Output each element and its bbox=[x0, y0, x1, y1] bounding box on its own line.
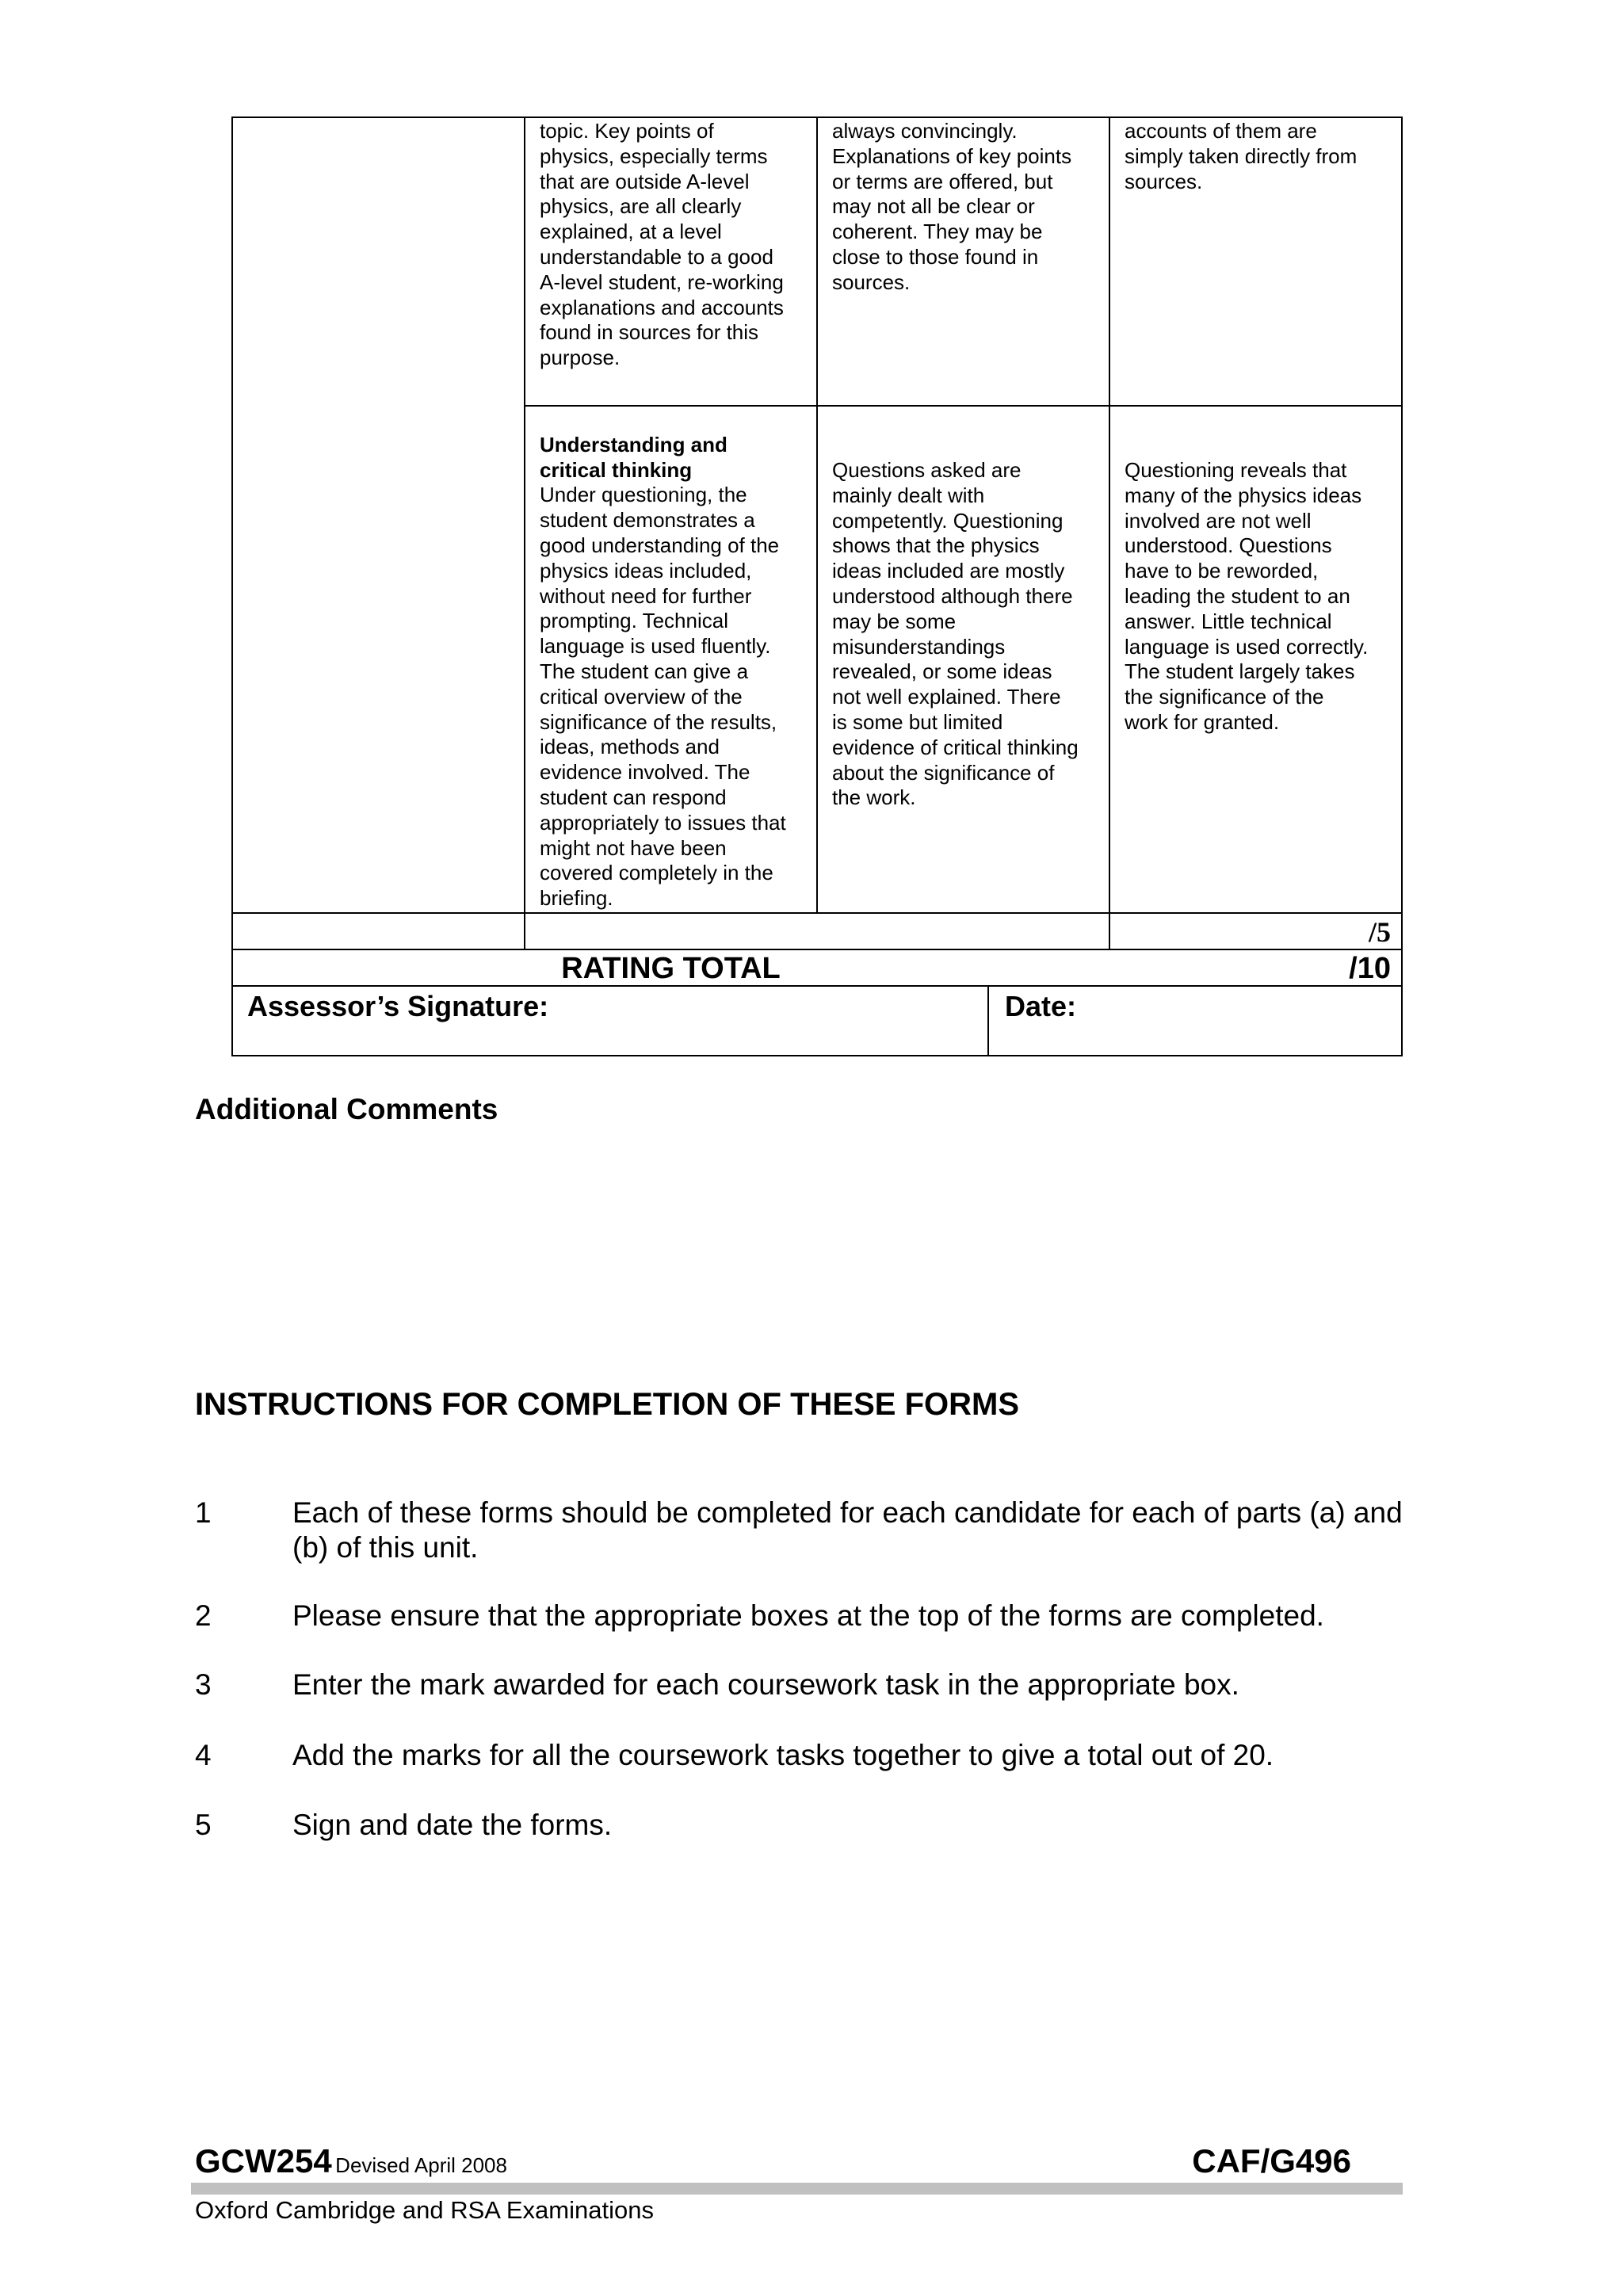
footer-form-code: GCW254 bbox=[195, 2142, 332, 2179]
footer-divider-bar bbox=[191, 2183, 1403, 2195]
row1-good-text: always convincingly. Explanations of key points or terms are offered, but may not all be clear or coherent. They may be close to those found in sources. bbox=[832, 119, 1072, 294]
column-divider-2 bbox=[816, 117, 818, 912]
instruction-text: Please ensure that the appropriate boxes at the top of the forms are completed. bbox=[292, 1599, 1324, 1632]
column-divider-1 bbox=[524, 117, 525, 950]
row1-excellent-text: topic. Key points of physics, especially terms that are outside A-level physics, are all clearly explained, at a level understandable to a good A-level student, re-working explanations and accounts found in sources for this purpose. bbox=[540, 119, 784, 370]
instruction-text: Add the marks for all the coursework tasks together to give a total out of 20. bbox=[292, 1739, 1274, 1771]
footer-organization: Oxford Cambridge and RSA Examinations bbox=[195, 2196, 654, 2224]
table-border-bottom bbox=[231, 1055, 1403, 1056]
instruction-number: 2 bbox=[195, 1599, 212, 1632]
footer-form-id: CAF/G496 bbox=[1192, 2142, 1351, 2179]
row2-good-text: Questions asked are mainly dealt with competently. Questioning shows that the physics ideas included are mostly understood although there may be some misunderstandings revealed, or some ideas not well explained. There is some but limited evidence of critical thinking about the significance of the work. bbox=[832, 458, 1079, 810]
rating-total-value: /10 bbox=[1349, 952, 1391, 985]
footer-code-block bbox=[195, 2141, 507, 2189]
instruction-number: 5 bbox=[195, 1809, 212, 1841]
score-out-of-5: /5 bbox=[1368, 916, 1391, 948]
date-label: Date: bbox=[1005, 990, 1077, 1022]
row2-weak-text: Questioning reveals that many of the physics ideas involved are not well understood. Questions have to be reworded, leading the student to an answer. Little technical language is used correctly. The student largely takes the significance of the work for granted. bbox=[1125, 458, 1369, 734]
row2-excellent-text: Under questioning, the student demonstrates a good understanding of the physics ideas included, without need for further prompting. Technical language is used fluently. The student can give a critical overview of the significance of the results, ideas, methods and evidence involved. The student can respond appropriately to issues that might not have been covered completely in the briefing. bbox=[540, 483, 786, 911]
instruction-number: 1 bbox=[195, 1496, 212, 1529]
assessor-signature-label: Assessor’s Signature: bbox=[247, 990, 549, 1022]
instructions-heading: INSTRUCTIONS FOR COMPLETION OF THESE FORMS bbox=[195, 1387, 1019, 1422]
row-divider-3 bbox=[231, 949, 1403, 950]
rating-total-label: RATING TOTAL bbox=[561, 952, 781, 985]
instruction-text: Each of these forms should be completed for each candidate for each of parts (a) and (b) of this unit. bbox=[292, 1496, 1403, 1564]
row-divider-1 bbox=[524, 405, 1403, 407]
instruction-number: 3 bbox=[195, 1668, 212, 1701]
footer-devised-date: Devised April 2008 bbox=[335, 2153, 507, 2177]
table-border-top bbox=[231, 117, 1403, 118]
column-divider-3 bbox=[1109, 117, 1110, 950]
row-divider-2 bbox=[231, 912, 1403, 914]
table-border-right bbox=[1401, 117, 1403, 1056]
signature-date-divider bbox=[987, 985, 989, 1056]
instruction-text: Sign and date the forms. bbox=[292, 1809, 613, 1841]
instruction-text: Enter the mark awarded for each coursework task in the appropriate box. bbox=[292, 1668, 1239, 1701]
criterion-heading: Understanding and critical thinking bbox=[540, 432, 727, 482]
row1-weak-text: accounts of them are simply taken directly from sources. bbox=[1125, 119, 1358, 193]
row2-excellent-cell bbox=[540, 407, 786, 911]
additional-comments-label: Additional Comments bbox=[195, 1093, 498, 1125]
table-border-left bbox=[231, 117, 233, 1056]
instruction-number: 4 bbox=[195, 1739, 212, 1771]
